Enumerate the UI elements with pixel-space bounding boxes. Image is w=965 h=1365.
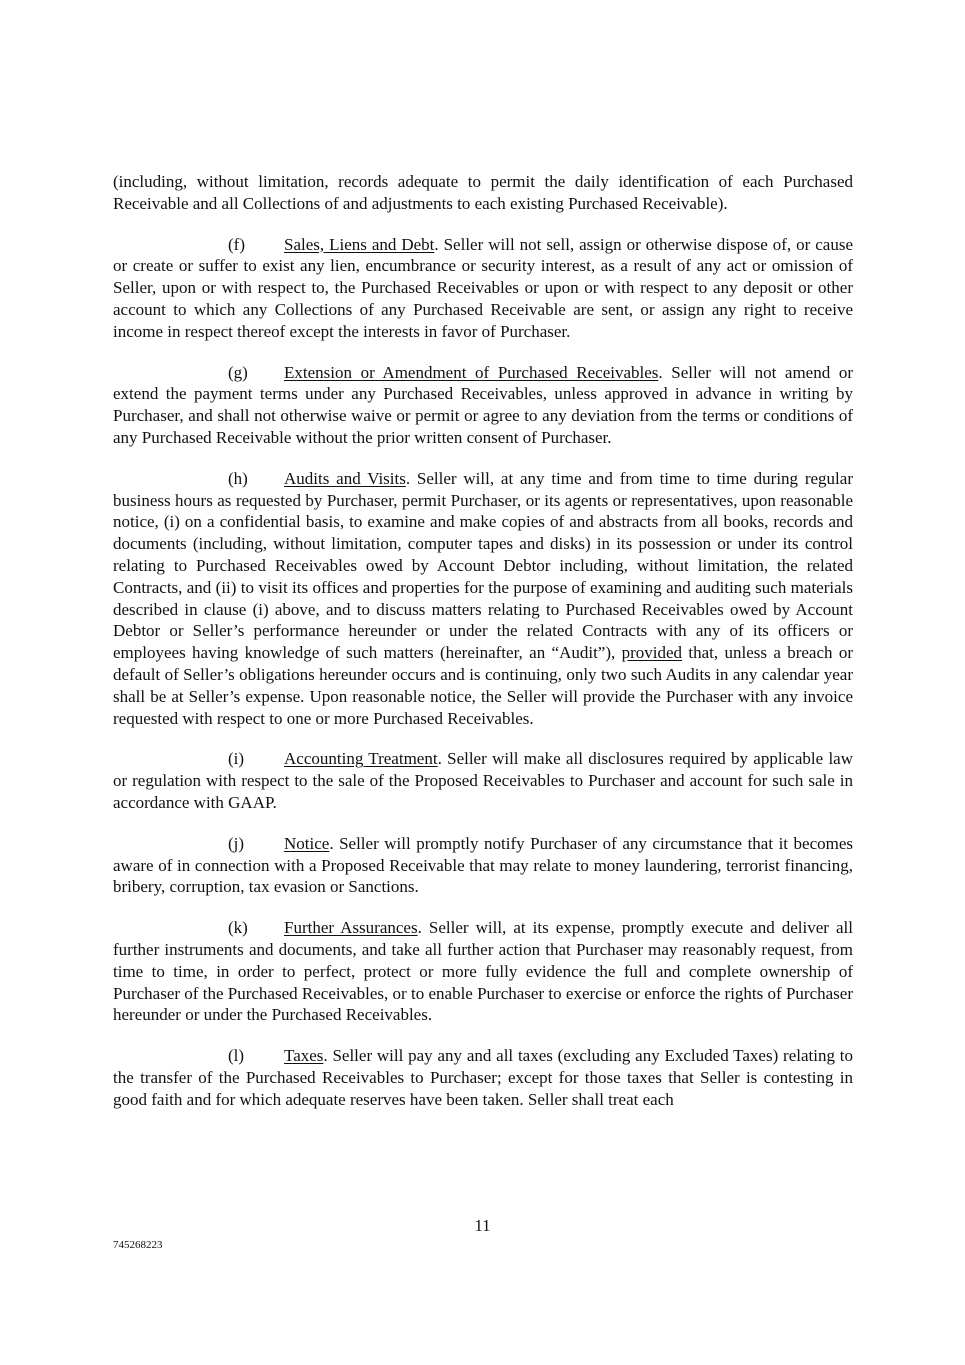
section-heading: Taxes <box>284 1046 324 1066</box>
section-heading: Audits and Visits <box>284 468 406 488</box>
section-text: . Seller will, at any time and from time to time during regular business hours as requested by Purchaser, permit Purchaser, or its agents or representatives, upon reasonable notice, (i) on a confidential basis, to examine and make copies of and abstracts from all books, records and documents (including, without limitation, computer tapes and disks) in its possession or under its control relating to Purchased Receivables owed by Account Debtor including, without limitation, the related Contracts, and (ii) to visit its offices and properties for the purpose of examining and auditing such materials described in clause (i) above, and to discuss matters relating to Purchased Receivables owed by Account Debtor or Seller’s performance hereunder or under the related Contracts with any of its officers or employees having knowledge of such matters (hereinafter, an “Audit”), <box>113 468 853 663</box>
section-text: . Seller will not amend or extend the payment terms under any Purchased Receivables, unless approved in advance in writing by Purchaser, and shall not otherwise waive or permit or agree to any deviation from the terms or conditions of any Purchased Receivable without the prior written consent of Purchaser. <box>113 362 853 447</box>
section-heading: Notice <box>284 833 330 853</box>
section-number: (f) <box>228 234 245 254</box>
page-number: 11 <box>474 1216 491 1235</box>
section-heading: Accounting Treatment <box>284 749 438 769</box>
section-h <box>113 468 853 730</box>
section-number: (j) <box>228 833 245 853</box>
document-id: 745268223 <box>113 1239 163 1251</box>
section-heading: Extension or Amendment of Purchased Receivables <box>284 362 659 382</box>
section-heading: Sales, Liens and Debt <box>284 234 435 254</box>
section-j <box>113 833 853 898</box>
section-k <box>113 917 853 1026</box>
section-text: . Seller will not sell, assign or otherwise dispose of, or cause or create or suffer to exist any lien, encumbrance or security interest, as a result of any act or omission of Seller, upon or with respect to, the Purchased Receivables or upon or with respect to any deposit or other account to which any Collections of any Purchased Receivable are sent, or assign any right to receive income in respect thereof except the interests in favor of Purchaser. <box>113 234 853 341</box>
section-f <box>113 234 853 343</box>
section-l <box>113 1045 853 1110</box>
provided-term: provided <box>621 643 683 663</box>
section-g <box>113 362 853 449</box>
section-text-continued: that, unless a breach or default of Seller’s obligations hereunder occurs and is continuing, only two such Audits in any calendar year shall be at Seller’s expense. Upon reasonable notice, the Seller will provide the Purchaser with any invoice requested with respect to one or more Purchased Receivables. <box>113 643 854 728</box>
continuation-paragraph: (including, without limitation, records adequate to permit the daily identification of each Purchased Receivable and all Collections of and adjustments to each existing Purchased Receivable). <box>113 172 853 213</box>
section-number: (i) <box>228 749 245 769</box>
document-body <box>113 171 853 1129</box>
section-heading: Further Assurances <box>284 918 418 938</box>
section-i <box>113 748 853 813</box>
section-number: (g) <box>228 362 248 382</box>
section-number: (h) <box>228 468 248 488</box>
section-text: . Seller will, at its expense, promptly execute and deliver all further instruments and documents, and take all further action that Purchaser may reasonably request, from time to time, in order to perfect, protect or more fully evidence the full and complete ownership of Purchaser of the Purchased Receivables, or to enable Purchaser to exercise or enforce the rights of Purchaser hereunder or under the Purchased Receivables. <box>113 918 854 1025</box>
section-text: . Seller will make all disclosures required by applicable law or regulation with respect to the sale of the Proposed Receivables to Purchaser and account for such sale in accordance with GAAP. <box>113 749 853 812</box>
section-number: (k) <box>228 918 248 938</box>
section-text: . Seller will pay any and all taxes (excluding any Excluded Taxes) relating to the transfer of the Purchased Receivables to Purchaser; except for those taxes that Seller is contesting in good faith and for which adequate reserves have been taken. Seller shall treat each <box>113 1046 853 1109</box>
section-text: . Seller will promptly notify Purchaser of any circumstance that it becomes aware of in connection with a Proposed Receivable that may relate to money laundering, terrorist financing, bribery, corruption, tax evasion or Sanctions. <box>113 833 853 897</box>
section-number: (l) <box>228 1046 245 1066</box>
